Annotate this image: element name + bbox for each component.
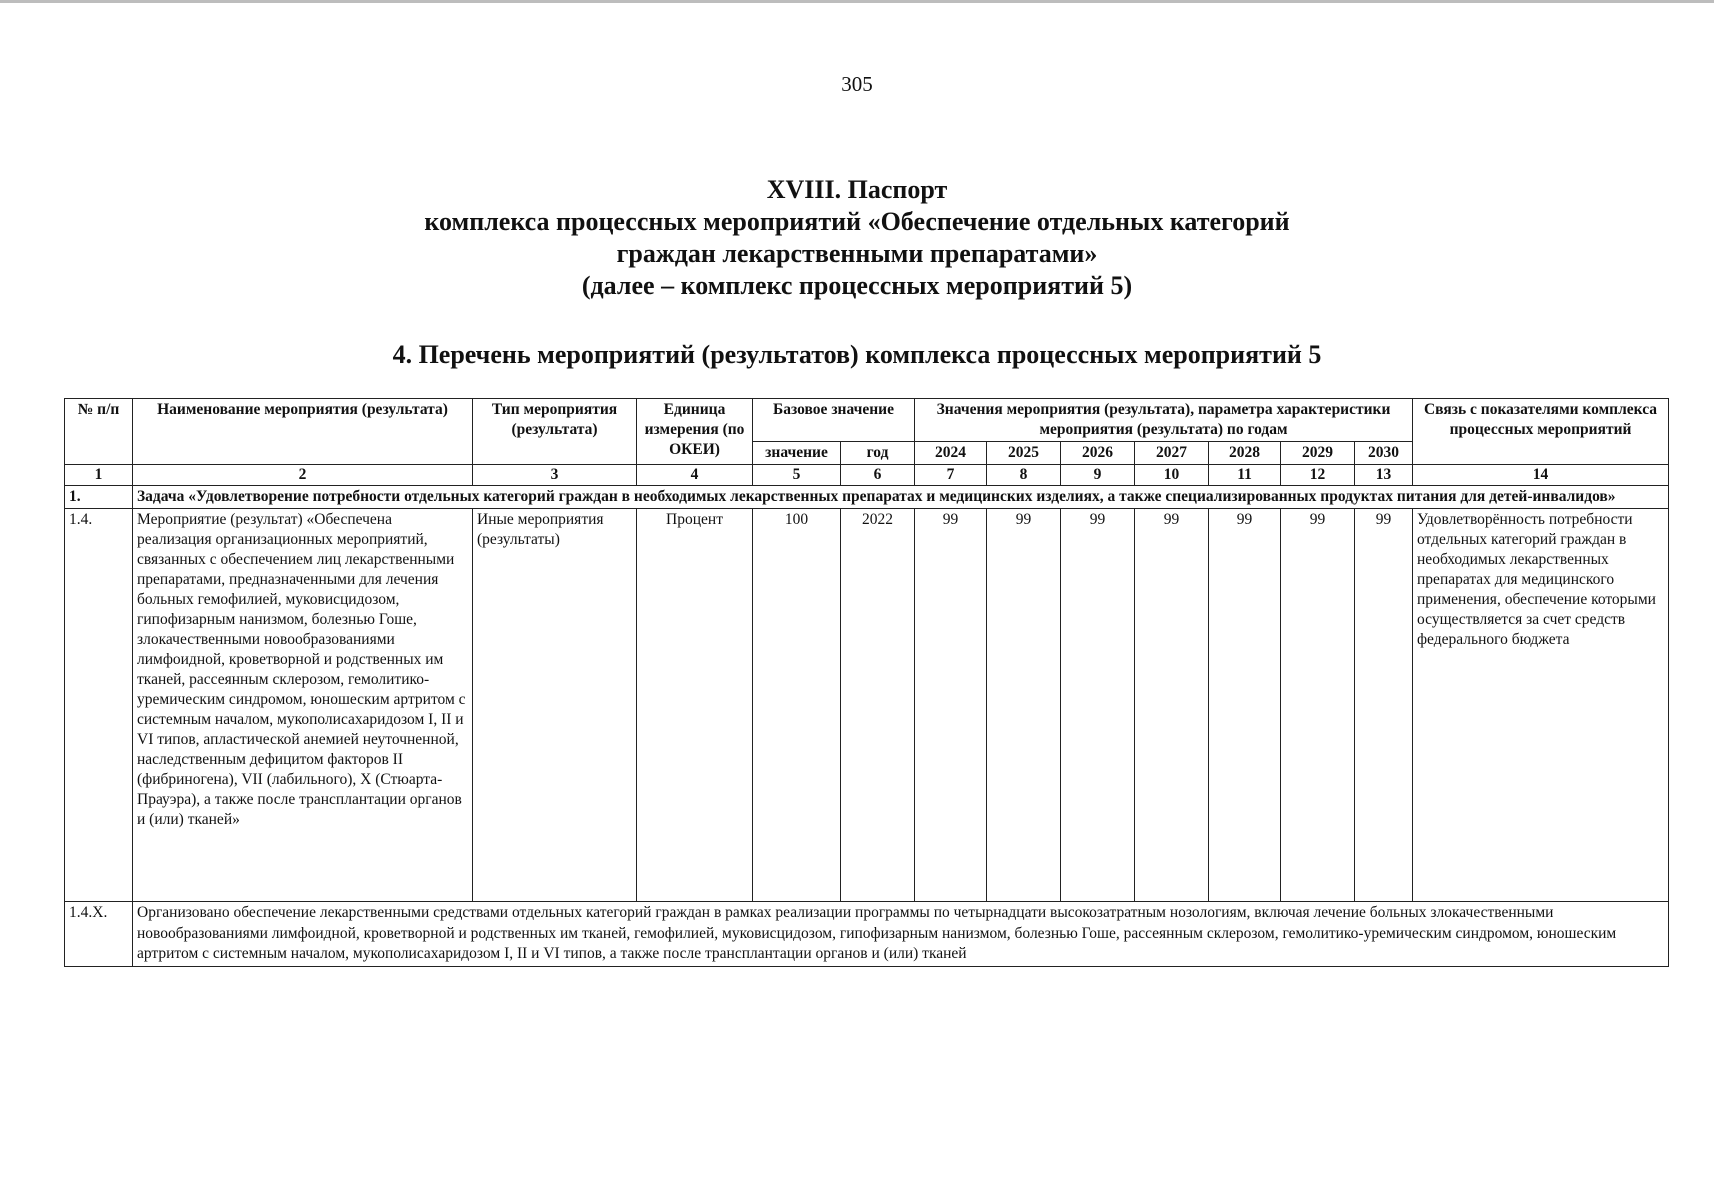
header-year: 2025 xyxy=(987,442,1061,465)
header-year: 2030 xyxy=(1355,442,1413,465)
column-number: 11 xyxy=(1209,465,1281,486)
task-num: 1. xyxy=(65,486,133,509)
row-num: 1.4. xyxy=(65,509,133,902)
header-num: № п/п xyxy=(65,399,133,465)
row-link: Удовлетворённость потребности отдельных категорий граждан в необходимых лекарственных препаратах для медицинского применения, обеспечение которыми осуществляется за счет средств федерального бюджета xyxy=(1413,509,1669,902)
header-type: Тип мероприятия (результата) xyxy=(473,399,637,465)
title-line: граждан лекарственными препаратами» xyxy=(616,239,1098,268)
row-value-2024: 99 xyxy=(915,509,987,902)
activities-table xyxy=(64,398,1669,967)
header-year: 2026 xyxy=(1061,442,1135,465)
task-text: Задача «Удовлетворение потребности отдельных категорий граждан в необходимых лекарственных препаратах и медицинских изделиях, а также специализированных продуктах питания для детей-инвалидов» xyxy=(133,486,1669,509)
row-value-2029: 99 xyxy=(1281,509,1355,902)
page-number: 305 xyxy=(841,72,873,96)
header-row xyxy=(65,399,1669,442)
column-number: 8 xyxy=(987,465,1061,486)
header-name: Наименование мероприятия (результата) xyxy=(133,399,473,465)
row-type: Иные мероприятия (результаты) xyxy=(473,509,637,902)
row-unit: Процент xyxy=(637,509,753,902)
detail-row xyxy=(65,902,1669,967)
column-number: 14 xyxy=(1413,465,1669,486)
column-number: 6 xyxy=(841,465,915,486)
row-value-2028: 99 xyxy=(1209,509,1281,902)
row-value-2027: 99 xyxy=(1135,509,1209,902)
column-number: 3 xyxy=(473,465,637,486)
header-values-by-year: Значения мероприятия (результата), параметра характеристики мероприятия (результата) по годам xyxy=(915,399,1413,442)
column-number: 13 xyxy=(1355,465,1413,486)
section-title: 4. Перечень мероприятий (результатов) комплекса процессных мероприятий 5 xyxy=(392,340,1322,369)
detail-num: 1.4.Х. xyxy=(65,902,133,967)
scan-top-edge xyxy=(0,0,1714,3)
column-number: 5 xyxy=(753,465,841,486)
row-value-2026: 99 xyxy=(1061,509,1135,902)
column-number: 10 xyxy=(1135,465,1209,486)
detail-text: Организовано обеспечение лекарственными средствами отдельных категорий граждан в рамках реализации программы по четырнадцати высокозатратным нозологиям, включая лечение больных злокачественными новообразованиями лимфоидной, кроветворной и родственных им тканей, гемофилией, муковисцидозом, гипофизарным нанизмом, болезнью Гоше, рассеянным склерозом, гемолитико-уремическим синдромом, юношеским артритом с системным началом, мукополисахаридозом I, II и VI типов, а также после трансплантации органов и (или) тканей xyxy=(133,902,1669,967)
header-base: Базовое значение xyxy=(753,399,915,442)
column-number: 7 xyxy=(915,465,987,486)
title-line: XVIII. Паспорт xyxy=(766,175,948,204)
header-base-value: значение xyxy=(753,442,841,465)
row-value-2030: 99 xyxy=(1355,509,1413,902)
column-number: 12 xyxy=(1281,465,1355,486)
header-year: 2029 xyxy=(1281,442,1355,465)
row-base-value: 100 xyxy=(753,509,841,902)
header-year: 2028 xyxy=(1209,442,1281,465)
row-value-2025: 99 xyxy=(987,509,1061,902)
task-row xyxy=(65,486,1669,509)
header-link: Связь с показателями комплекса процессных мероприятий xyxy=(1413,399,1669,465)
row-base-year: 2022 xyxy=(841,509,915,902)
title-line: (далее – комплекс процессных мероприятий 5) xyxy=(581,271,1133,300)
header-unit: Единица измерения (по ОКЕИ) xyxy=(637,399,753,465)
header-base-year: год xyxy=(841,442,915,465)
column-number-row xyxy=(65,465,1669,486)
column-number: 1 xyxy=(65,465,133,486)
header-year: 2024 xyxy=(915,442,987,465)
title-line: комплекса процессных мероприятий «Обеспечение отдельных категорий xyxy=(424,207,1290,236)
column-number: 4 xyxy=(637,465,753,486)
row-name: Мероприятие (результат) «Обеспечена реализация организационных мероприятий, связанных с обеспечением лиц лекарственными препаратами, предназначенными для лечения больных гемофилией, муковисцидозом, гипофизарным нанизмом, болезнью Гоше, злокачественными новообразованиями лимфоидной, кроветворной и родственных им тканей, рассеянным склерозом, гемолитико-уремическим синдромом, юношеским артритом с системным началом, мукополисахаридозом I, II и VI типов, апластической анемией неуточненной, наследственным дефицитом факторов II (фибриногена), VII (лабильного), X (Стюарта-Прауэра), а также после трансплантации органов и (или) тканей» xyxy=(133,509,473,902)
column-number: 9 xyxy=(1061,465,1135,486)
header-year: 2027 xyxy=(1135,442,1209,465)
column-number: 2 xyxy=(133,465,473,486)
document-title xyxy=(0,174,1714,302)
table-row xyxy=(65,509,1669,902)
